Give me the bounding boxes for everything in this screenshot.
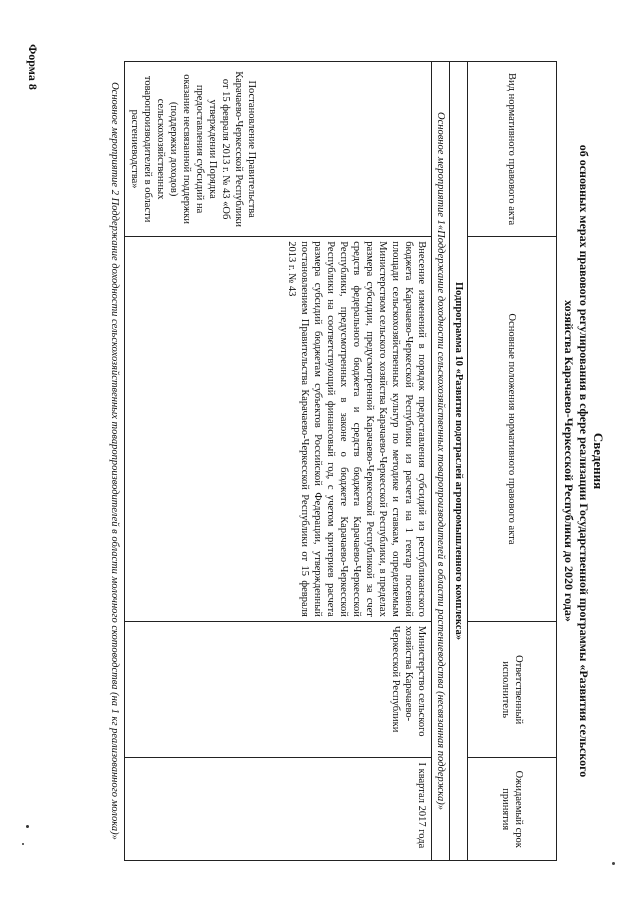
rotated-page-content [62, 38, 610, 884]
scan-speck [22, 843, 24, 845]
cell-executor: Министерство сельского хозяйства Карачаево-Черкесской Республики [125, 621, 432, 758]
header-deadline: Ожидаемый срок принятия [468, 758, 557, 861]
title-line-1: Сведения [591, 432, 606, 490]
regulation-table [124, 61, 557, 861]
table-row [125, 62, 432, 861]
measure1-row [432, 62, 450, 861]
title-line-3: хозяйства Карачаево-Черкесской Республики до 2020 года» [562, 300, 576, 622]
cell-act-type: Постановление Правительства Карачаево-Черкесской Республики от 15 февраля 2013 г. № 43 «Об утверждении Порядка предоставления субсидий на оказание несвязанной поддержки (поддержки доходов) сельскохозяйственных товаропроизводителей в области растениеводства» [125, 62, 432, 237]
measure2-title: Основное мероприятие 2 Поддержание доходности сельскохозяйственных товаропроизводителей в области молочного скотоводства (на 1 кг реализованного молока)» [109, 82, 120, 840]
scan-speck [26, 825, 29, 828]
document-title [561, 38, 606, 884]
subprogram-row [450, 62, 468, 861]
cell-provisions: Внесение изменений в порядок предоставления субсидий из республиканского бюджета Карачаево-Черкесской Республики из расчета на 1 гектар посевной площади сельскохозяйственных культур по методике и ставкам, определяемым Министерством сельского хозяйства Карачаево-Черкесской Республики, в пределах размера субсидии, предусмотренной Карачаево-Черкесской Республикой за счет средств федерального бюджета и средств бюджета Карачаево-Черкесской Республики, предусмотренных в законе о бюджете Карачаево-Черкесской Республики на соответствующий финансовый год, с учетом критериев расчета размера субсидий бюджетам субъектов Российской Федерации, утвержденный постановлением Правительства Карачаево-Черкесской Республики от 15 февраля 2013 г. № 43 [125, 237, 432, 622]
title-line-2: об основных мерах правового регулирования в сфере реализации Государственной программы «Развития сельского [577, 144, 591, 778]
header-provisions: Основные положения нормативного правового акта [468, 237, 557, 622]
form-label: Форма 8 [26, 44, 40, 90]
subprogram-title: Подпрограмма 10 «Развитие подотраслей агропромышленного комплекса» [450, 62, 468, 861]
header-act-type: Вид нормативного правового акта [468, 62, 557, 237]
header-executor: Ответственный исполнитель [468, 621, 557, 758]
measure1-title: Основное мероприятие 1«Поддержание доходности сельскохозяйственных товаропроизводителей в области растениеводства (несвязанная поддержка)» [432, 62, 450, 861]
scan-speck [612, 862, 615, 865]
cell-deadline: I квартал 2017 года [125, 758, 432, 861]
header-row [468, 62, 557, 861]
